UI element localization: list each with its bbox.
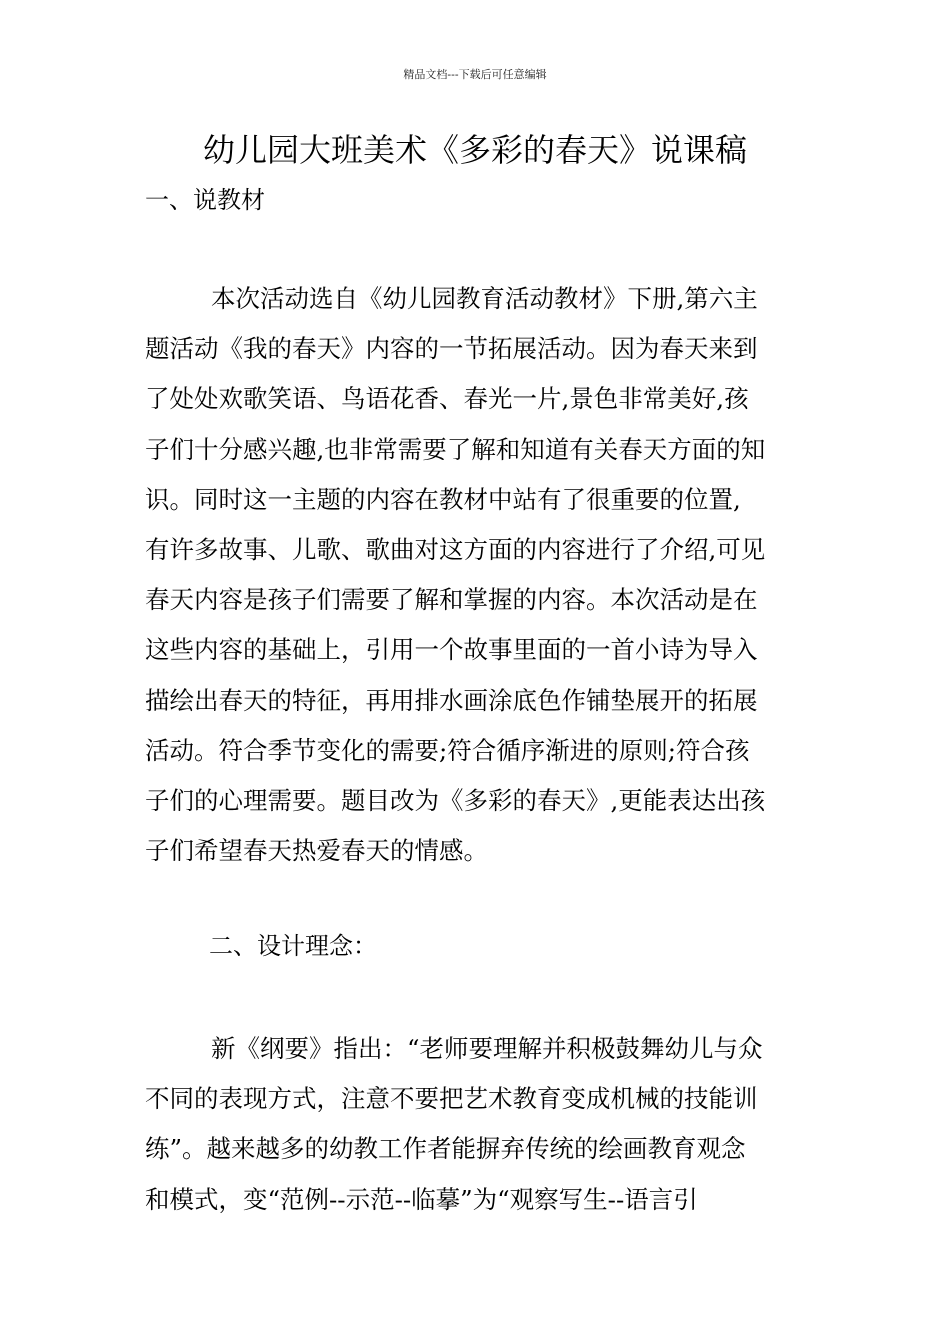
section1-paragraph [145,274,807,876]
paragraph-line: 描绘出春天的特征，再用排水画涂底色作铺垫展开的拓展 [145,685,758,715]
section-heading-design-concept: 二、设计理念： [209,932,377,960]
paragraph-line: 题活动《我的春天》内容的一节拓展活动。因为春天来到 [145,334,758,364]
paragraph-line: 和模式，变“范例--示范--临摹”为“观察写生--语言引 [145,1184,698,1214]
page-header-watermark: 精品文档---下载后可任意编辑 [403,68,547,81]
paragraph-line: 春天内容是孩子们需要了解和掌握的内容。本次活动是在 [145,585,758,615]
paragraph-line: 新《纲要》指出：“老师要理解并积极鼓舞幼儿与众 [211,1034,763,1063]
paragraph-line: 这些内容的基础上，引用一个故事里面的一首小诗为导入 [145,635,758,665]
section-heading-teaching-material: 一、说教材 [145,186,265,214]
paragraph-line: 本次活动选自《幼儿园教育活动教材》下册,第六主 [211,284,758,313]
section2-paragraph [145,1024,807,1225]
paragraph-line: 了处处欢歌笑语、鸟语花香、春光一片,景色非常美好,孩 [145,384,749,414]
paragraph-line: 活动。符合季节变化的需要;符合循序渐进的原则;符合孩 [145,735,750,765]
paragraph-line: 有许多故事、儿歌、歌曲对这方面的内容进行了介绍,可见 [145,534,766,564]
paragraph-line: 子们希望春天热爱春天的情感。 [145,836,488,866]
paragraph-line: 识。同时这一主题的内容在教材中站有了很重要的位置, [145,484,741,514]
paragraph-line: 不同的表现方式，注意不要把艺术教育变成机械的技能训 [145,1084,758,1114]
document-title: 幼儿园大班美术《多彩的春天》说课稿 [202,131,747,169]
paragraph-line: 子们十分感兴趣,也非常需要了解和知道有关春天方面的知 [145,434,766,464]
paragraph-line: 子们的心理需要。题目改为《多彩的春天》,更能表达出孩 [145,785,766,815]
paragraph-line: 练”。越来越多的幼教工作者能摒弃传统的绘画教育观念 [145,1134,746,1164]
